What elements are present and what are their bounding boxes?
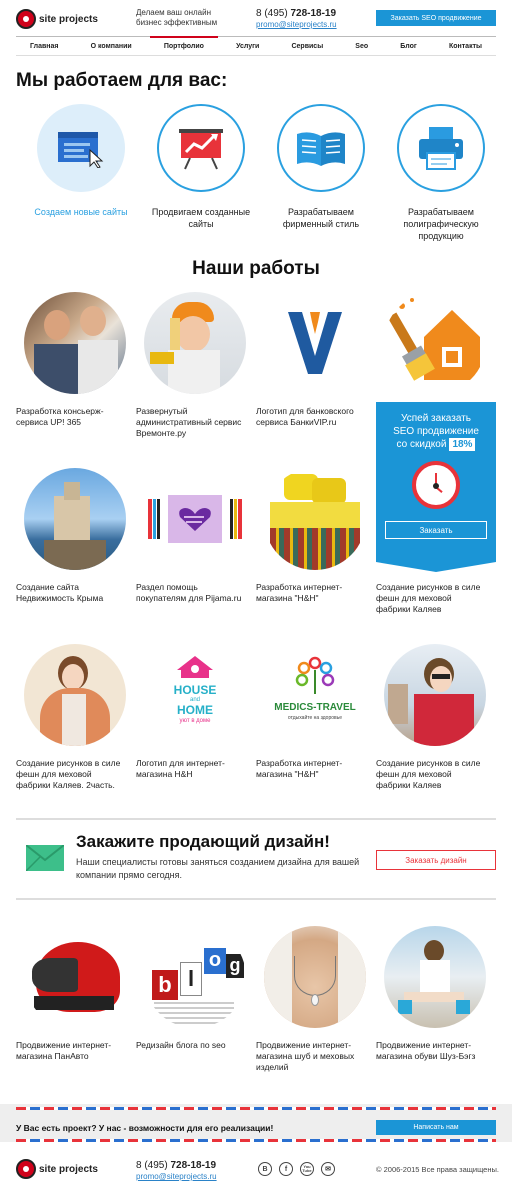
house-and-home-logo [144,644,246,746]
promo-line-2: SEO продвижение [393,426,479,437]
works-title: Наши работы [192,258,320,279]
pijama-logo [144,468,246,570]
work-caption: Создание рисунков в силе фешн для меховой фабрики Каляев. 2часть. [16,758,121,790]
work-item[interactable] [256,468,368,604]
blog-letter-b: b [152,970,178,1000]
phone-prefix: 8 (495) [256,8,288,19]
work-item[interactable] [376,292,488,406]
growth-chart-icon [178,126,224,170]
work-item[interactable] [136,468,248,604]
service-circle [37,104,125,192]
fur-fashion-illustration [24,644,126,746]
work-caption: Логотип для интернет-магазина H&H [136,758,225,779]
city-fashion-illustration [384,644,486,746]
house-text: HOUSE [173,683,217,697]
woman-sitting-photo [384,926,486,1028]
nav-item-about[interactable]: О компании [90,42,132,50]
copyright: © 2006-2015 Все права защищены. [376,1165,499,1174]
twitter-icon[interactable]: ✉ [321,1162,335,1176]
nav-item-seo[interactable]: Seo [355,42,369,50]
browser-cursor-icon [56,128,106,168]
divider [16,898,496,900]
work-item[interactable] [136,644,248,780]
work-caption: Создание сайта Недвижимость Крыма [16,582,104,603]
footer-email-link[interactable]: promo@siteprojects.ru [136,1172,217,1181]
work-caption: Развернутый административный сервис Времонте.ру [136,406,242,438]
airmail-stripe [16,1139,496,1142]
youtube-icon[interactable]: You Tube [300,1162,314,1176]
vk-icon[interactable]: В [258,1162,272,1176]
nav-item-portfolio[interactable]: Портфолио [150,37,218,55]
medics-travel-logo [264,644,366,746]
woman-with-drill-photo [144,292,246,394]
work-item[interactable] [376,926,488,1062]
service-label: Разрабатываем фирменный стиль [282,207,360,229]
promo-percent: 18% [449,438,475,451]
printer-icon [417,125,465,171]
cta-title: Закажите продающий дизайн! [76,832,330,851]
bedding-photo [264,468,366,570]
logo-mark-icon [16,1159,36,1179]
social-links [258,1162,335,1176]
work-item[interactable] [16,926,128,1062]
work-caption: Разработка консьерж-сервиса UP! 365 [16,406,104,427]
service-card-promotion[interactable] [146,104,256,230]
nav-item-contacts[interactable]: Контакты [448,42,482,50]
logo-mark-icon [16,9,36,29]
site-logo[interactable] [16,8,106,30]
paint-brush-house-illustration [384,292,486,394]
house-subtitle: уют в доме [179,718,211,724]
home-text: HOME [177,703,213,717]
main-nav [16,36,496,56]
clock-icon [412,461,460,509]
work-item[interactable] [256,292,368,428]
footer-logo-text: site projects [39,1163,98,1175]
service-circle [157,104,245,192]
work-item[interactable] [16,468,128,604]
divider [16,818,496,820]
work-caption: Разработка интернет-магазина "H&H" [256,758,343,779]
crimea-castle-photo [24,468,126,570]
cta-text: Наши специалисты готовы заняться созданием дизайна для вашей компании прямо сегодня. [76,857,360,880]
nav-item-blog[interactable]: Блог [400,42,417,50]
work-item[interactable] [376,644,488,791]
service-circle [397,104,485,192]
work-caption: Продвижение интернет-магазина ПанАвто [16,1040,112,1061]
work-caption: Раздел помощь покупателям для Pijama.ru [136,582,242,603]
order-design-button[interactable]: Заказать дизайн [376,850,496,870]
red-helmet-photo [24,926,126,1028]
nav-item-services[interactable]: Услуги [236,42,260,50]
work-item[interactable] [16,292,128,428]
blog-letter-l: l [180,962,202,996]
order-seo-button[interactable]: Заказать SEO продвижение [376,10,496,26]
footer-logo[interactable] [16,1158,106,1180]
envelope-icon [26,845,64,871]
promo-line-3: со скидкой [396,439,447,450]
work-item[interactable] [136,926,248,1051]
tagline [136,8,236,28]
promo-line-1: Успей заказать [401,413,471,424]
facebook-icon[interactable]: f [279,1162,293,1176]
work-caption: Создание рисунков в силе фешн для меховой фабрики Каляев [376,582,481,614]
handing-keys-photo [24,292,126,394]
write-us-button[interactable]: Написать нам [376,1120,496,1135]
blog-letter-g: g [226,954,244,978]
medics-subtitle: отдыхайте на здоровье [287,715,343,721]
header-email-link[interactable]: promo@siteprojects.ru [256,20,337,29]
band-text: У Вас есть проект? У нас - возможности для его реализации! [16,1123,274,1133]
work-caption: Редизайн блога по seo [136,1040,226,1050]
site-header [0,0,512,36]
promo-text [376,412,496,451]
blog-letters-photo [144,926,246,1028]
tagline-line-2: бизнес эффективным [136,18,218,27]
work-caption: Логотип для банковского сервиса БанкиVIP.ru [256,406,354,427]
and-text: and [189,697,200,703]
work-caption: Разработка интернет-магазина "H&H" [256,582,343,603]
service-card-sites[interactable] [26,104,136,218]
service-card-style[interactable] [266,104,376,230]
header-phone[interactable] [256,8,336,19]
services-title: Мы работаем для вас: [16,70,228,91]
seo-discount-promo [376,402,496,562]
footer-phone[interactable] [136,1160,216,1171]
v-logo [264,292,366,394]
work-item[interactable] [16,644,128,791]
work-item[interactable] [256,926,368,1073]
work-caption: Продвижение интернет-магазина шуб и меховых изделий [256,1040,355,1072]
work-caption: Создание рисунков в силе фешн для меховой фабрики Каляев [376,758,481,790]
nav-item-home[interactable]: Главная [30,42,59,50]
work-item[interactable] [136,292,248,439]
promo-order-button[interactable]: Заказать [385,521,487,539]
service-circle [277,104,365,192]
open-book-icon [295,128,347,168]
nav-item-tools[interactable]: Сервисы [291,42,324,50]
footer-phone-prefix: 8 (495) [136,1160,168,1171]
blog-letter-o: o [204,948,226,974]
service-label: Продвигаем созданные сайты [151,207,251,229]
footer-phone-number: 728-18-19 [170,1160,217,1171]
tagline-line-1: Делаем ваш онлайн [136,8,212,17]
phone-number: 728-18-19 [290,8,337,19]
airmail-stripe [16,1107,496,1110]
logo-text: site projects [39,13,98,25]
medics-text: MEDICS-TRAVEL [274,702,356,713]
work-caption: Продвижение интернет-магазина обуви Шуз-Бэгз [376,1040,476,1061]
service-label: Разрабатываем полиграфическую продукцию [403,207,479,241]
service-card-print[interactable] [386,104,496,242]
service-label: Создаем новые сайты [34,207,128,217]
work-item[interactable] [256,644,368,780]
necklace-photo [264,926,366,1028]
